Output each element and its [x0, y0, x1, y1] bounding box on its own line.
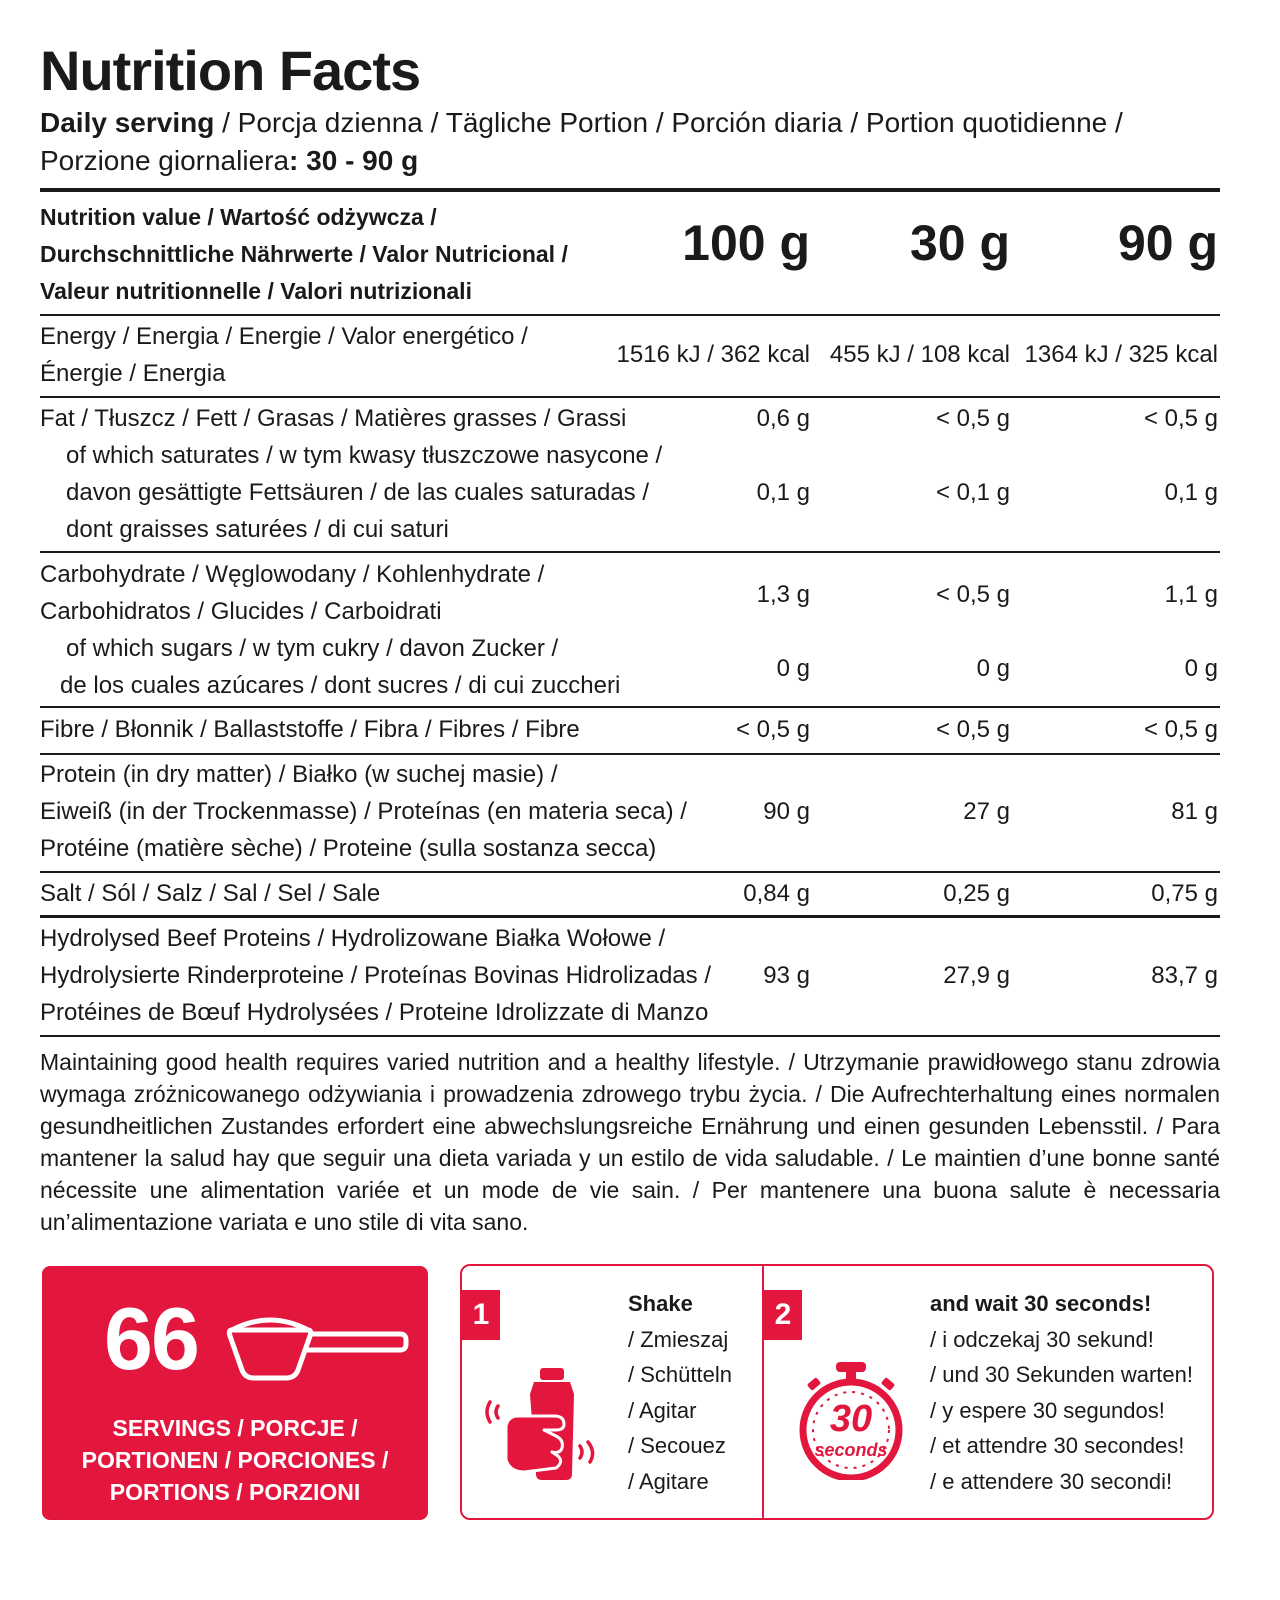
cell-100g: 0,1 g: [756, 479, 810, 506]
step-line: / y espere 30 segundos!: [930, 1397, 1165, 1423]
row-label-line: Hydrolysed Beef Proteins / Hydrolizowane Białka Wołowe /: [40, 925, 666, 952]
cell-30g: 0 g: [976, 655, 1010, 682]
row-label: [40, 556, 720, 630]
cell-100g: 90 g: [763, 798, 810, 825]
servings-label: [42, 1412, 428, 1508]
row-label: Salt / Sól / Salz / Sal / Sel / Sale: [40, 880, 381, 907]
row-label: [40, 756, 720, 867]
daily-serving-label-it: Porzione giornaliera: [40, 145, 290, 176]
row-label-line: Energy / Energia / Energie / Valor energético /: [40, 323, 528, 350]
daily-serving: [40, 104, 1220, 180]
table-row-saturates: [40, 437, 1220, 548]
table-row-carbohydrate: [40, 556, 1220, 630]
step-line: / i odczekaj 30 sekund!: [930, 1326, 1154, 1352]
shaker-hand-icon: [484, 1364, 602, 1484]
cell-90g: 81 g: [1171, 798, 1218, 825]
divider: [40, 314, 1220, 316]
servings-box: [42, 1266, 428, 1520]
divider: [40, 706, 1220, 708]
preparation-steps: [460, 1264, 1214, 1520]
header-label-line: Durchschnittliche Nährwerte / Valor Nutricional /: [40, 241, 568, 267]
cell-90g: 0,1 g: [1164, 479, 1218, 506]
row-label-line: Carbohydrate / Węglowodany / Kohlenhydrate /: [40, 561, 545, 588]
step-line: / e attendere 30 secondi!: [930, 1468, 1173, 1494]
row-label-line: davon gesättigte Fettsäuren / de las cuales saturadas /: [66, 479, 650, 506]
step-line: / Schütteln: [628, 1362, 732, 1387]
cell-30g: < 0,1 g: [935, 479, 1010, 506]
table-row-fibre: [40, 711, 1220, 748]
divider-thick: [40, 188, 1220, 192]
cell-100g: 1,3 g: [756, 581, 810, 608]
row-label-line: dont graisses saturées / di cui saturi: [66, 516, 449, 543]
col-header-30g: 30 g: [909, 215, 1010, 271]
row-label-line: Hydrolysierte Rinderproteine / Proteínas Bovinas Hidrolizadas /: [40, 962, 711, 989]
step-1-text: [628, 1286, 732, 1499]
col-header-100g: 100 g: [682, 215, 810, 271]
step-line: / Agitar: [628, 1397, 697, 1423]
header-label-line: Valeur nutritionnelle / Valori nutrizionali: [40, 278, 472, 304]
row-label: [40, 630, 720, 704]
table-row-beef-proteins: [40, 920, 1220, 1031]
cell-90g: < 0,5 g: [1143, 716, 1218, 743]
row-label-line: of which sugars / w tym cukry / davon Zucker /: [66, 635, 559, 662]
col-header-90g: 90 g: [1117, 215, 1218, 271]
servings-count: 66: [104, 1289, 198, 1388]
header-label-line: Nutrition value / Wartość odżywcza /: [40, 204, 437, 230]
servings-label-line: PORTIONS / PORZIONI: [109, 1479, 361, 1505]
divider: [40, 396, 1220, 398]
divider: [40, 871, 1220, 873]
timer-number: 30: [829, 1398, 873, 1440]
cell-100g: 0,6 g: [756, 405, 810, 432]
daily-serving-label: Daily serving: [40, 107, 215, 138]
step-title: and wait 30 seconds!: [930, 1291, 1152, 1316]
scoop-icon: [224, 1310, 410, 1386]
cell-100g: 0,84 g: [743, 880, 810, 907]
step-line: / Secouez: [628, 1433, 726, 1458]
cell-100g: 1516 kJ / 362 kcal: [616, 341, 810, 368]
servings-label-line: SERVINGS / PORCJE /: [112, 1415, 358, 1441]
row-label-line: Protein (in dry matter) / Białko (w suchej masie) /: [40, 761, 558, 788]
cell-90g: 0 g: [1184, 655, 1218, 682]
row-label-line: of which saturates / w tym kwasy tłuszczowe nasycone /: [66, 442, 663, 469]
page-title: Nutrition Facts: [40, 39, 421, 102]
step-line: / und 30 Sekunden warten!: [930, 1362, 1193, 1387]
table-row-salt: [40, 875, 1220, 912]
divider: [40, 753, 1220, 755]
daily-serving-translations: / Porcja dzienna / Tägliche Portion / Porción diaria / Portion quotidienne /: [214, 107, 1123, 138]
cell-30g: 27 g: [963, 798, 1010, 825]
step-2-text: [930, 1286, 1193, 1499]
row-label-line: Protéines de Bœuf Hydrolysées / Proteine Idrolizzate di Manzo: [40, 999, 709, 1026]
cell-90g: < 0,5 g: [1143, 405, 1218, 432]
daily-serving-value: : 30 - 90 g: [289, 145, 419, 176]
cell-30g: < 0,5 g: [935, 716, 1010, 743]
row-label-line: Eiweiß (in der Trockenmasse) / Proteínas (en materia seca) /: [40, 798, 687, 825]
cell-90g: 1364 kJ / 325 kcal: [1024, 341, 1218, 368]
row-label-line: Protéine (matière sèche) / Proteine (sulla sostanza secca): [40, 835, 657, 862]
table-header: [40, 199, 1220, 311]
row-label: [40, 920, 720, 1031]
step-line: / Zmieszaj: [628, 1326, 729, 1352]
cell-90g: 0,75 g: [1151, 880, 1218, 907]
cell-30g: 0,25 g: [943, 880, 1010, 907]
cell-100g: < 0,5 g: [735, 716, 810, 743]
divider: [40, 551, 1220, 553]
cell-100g: 0 g: [776, 655, 810, 682]
row-label-line: Énergie / Energia: [40, 360, 226, 387]
servings-label-line: PORTIONEN / PORCIONES /: [81, 1447, 389, 1473]
row-label-line: de los cuales azúcares / dont sucres / di cui zuccheri: [60, 672, 621, 699]
row-label: Fat / Tłuszcz / Fett / Grasas / Matières grasses / Grassi: [40, 405, 627, 432]
nutrition-value-label: [40, 199, 720, 310]
table-row-energy: [40, 318, 1220, 394]
health-note: Maintaining good health requires varied nutrition and a healthy lifestyle. / Utrzymanie prawidłowego stanu zdrowia wymaga zróżnicowanego odżywiania i prowadzenia zdrowego trybu życia. / Die Aufrechterhaltung eines normalen gesundheitlichen Zustandes erfordert eine abwechslungsreiche Ernährung und einen gesunden Lebensstil. / Para mantener la salud hay que seguir una dieta variada y un estilo de vida saludable. / Le maintien d’une bonne santé nécessite une alimentation variée et un mode de vie sain. / Per mantenere una buona salute è necessaria un’alimentazione variata e uno stile di vita sano.: [40, 1049, 1220, 1235]
row-label: [40, 437, 746, 548]
cell-100g: 93 g: [763, 962, 810, 989]
divider: [40, 1035, 1220, 1037]
step-line: / Agitare: [628, 1468, 709, 1494]
cell-90g: 83,7 g: [1151, 962, 1218, 989]
step-title: Shake: [628, 1291, 693, 1316]
cell-30g: 27,9 g: [943, 962, 1010, 989]
table-row-sugars: [40, 630, 1220, 704]
cell-30g: 455 kJ / 108 kcal: [829, 341, 1010, 368]
row-label-line: Carbohidratos / Glucides / Carboidrati: [40, 598, 442, 625]
table-row-fat: [40, 400, 1220, 437]
stopwatch-icon: [796, 1358, 906, 1480]
step-number: 2: [764, 1290, 802, 1340]
cell-30g: < 0,5 g: [935, 405, 1010, 432]
step-number: 1: [462, 1290, 500, 1340]
cell-90g: 1,1 g: [1164, 581, 1218, 608]
cell-30g: < 0,5 g: [935, 581, 1010, 608]
table-row-protein: [40, 756, 1220, 867]
row-label: Fibre / Błonnik / Ballaststoffe / Fibra / Fibres / Fibre: [40, 716, 580, 743]
divider-thick: [40, 915, 1220, 918]
timer-word: seconds: [814, 1440, 888, 1460]
step-line: / et attendre 30 secondes!: [930, 1433, 1185, 1458]
